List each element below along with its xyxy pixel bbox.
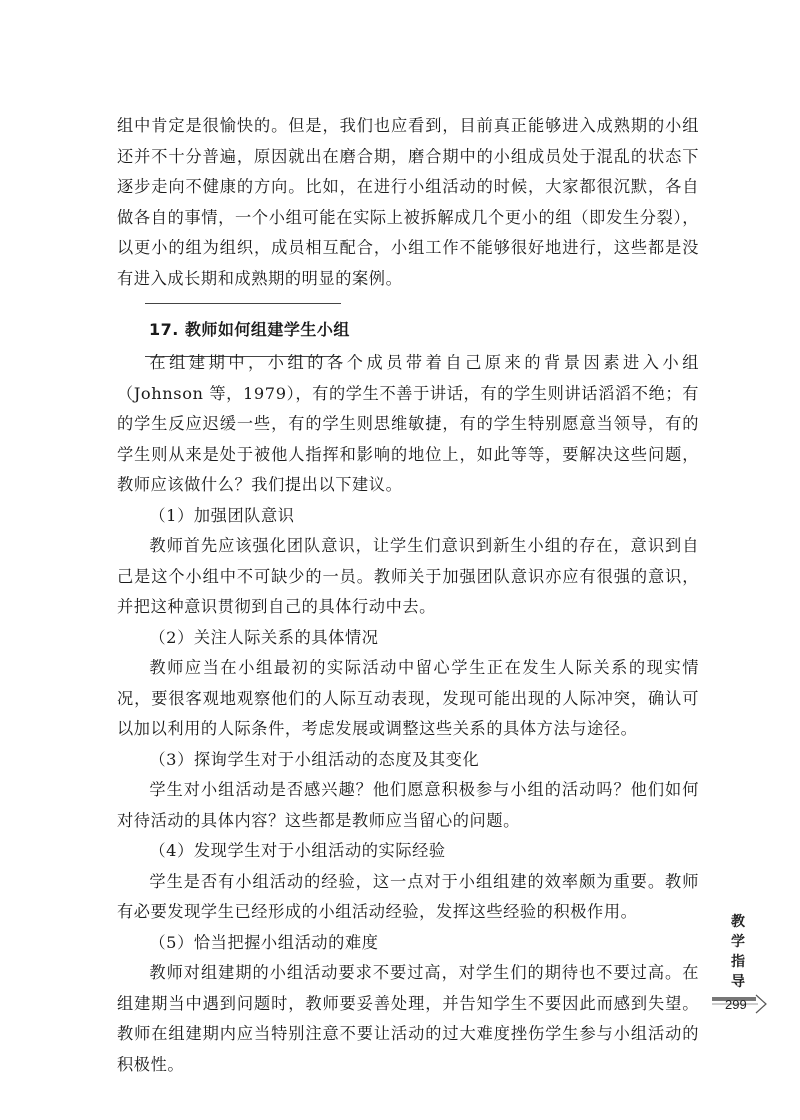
side-section-label [726,912,750,992]
item-1-title: （1）加强团队意识 [149,505,295,525]
side-label-char: 导 [731,974,745,990]
section-title: 17. 教师如何组建学生小组 [149,320,350,339]
item-5-title: （5）恰当把握小组活动的难度 [149,932,379,952]
item-2-body: 教师应当在小组最初的实际活动中留心学生正在发生人际关系的现实情况，要很客观地观察他们的人际互动表现，发现可能出现的人际冲突，确认可以加以利用的人际条件，考虑发展或调整这些关系的具体方法与途径。 [117,658,699,738]
item-4-body: 学生是否有小组活动的经验，这一点对于小组组建的效率颇为重要。教师有必要发现学生已经形成的小组活动经验，发挥这些经验的积极作用。 [117,871,699,921]
item-1-body: 教师首先应该强化团队意识，让学生们意识到新生小组的存在，意识到自己是这个小组中不可缺少的一员。教师关于加强团队意识亦应有很强的意识，并把这种意识贯彻到自己的具体行动中去。 [117,536,699,616]
item-3-body: 学生对小组活动是否感兴趣？他们愿意积极参与小组的活动吗？他们如何对待活动的具体内容？这些都是教师应当留心的问题。 [117,780,699,830]
intro-paragraph-block [117,111,699,294]
side-label-char: 学 [731,934,745,950]
section-lead-paragraph: 在组建期中，小组的各个成员带着自己原来的背景因素进入小组（Johnson 等，1979），有的学生不善于讲话，有的学生则讲话滔滔不绝；有的学生反应迟缓一些，有的学生则思维敏捷，有的学生特别愿意当领导，有的学生则从来是处于被他人指挥和影响的地位上，如此等等，要解决这些问题，教师应该做什么？我们提出以下建议。 [117,353,699,494]
intro-paragraph: 组中肯定是很愉快的。但是，我们也应看到，目前真正能够进入成熟期的小组还并不十分普遍，原因就出在磨合期，磨合期中的小组成员处于混乱的状态下逐步走向不健康的方向。比如，在进行小组活动的时候，大家都很沉默，各自做各自的事情，一个小组可能在实际上被拆解成几个更小的组（即发生分裂），以更小的组为组织，成员相互配合，小组工作不能够很好地进行，这些都是没有进入成长期和成熟期的明显的案例。 [117,116,699,288]
item-2-title: （2）关注人际关系的具体情况 [149,627,379,647]
section-body [117,348,699,1080]
side-label-char: 教 [731,914,745,930]
page-number-marker [712,994,770,1018]
side-label-char: 指 [731,954,745,970]
item-4-title: （4）发现学生对于小组活动的实际经验 [149,841,446,860]
page-number: 299 [725,997,747,1012]
item-3-title: （3）探询学生对于小组活动的态度及其变化 [149,749,480,769]
item-5-body: 教师对组建期的小组活动要求不要过高，对学生们的期待也不要过高。在组建期当中遇到问题时，教师要妥善处理，并告知学生不要因此而感到失望。教师在组建期内应当特别注意不要让活动的过大难度挫伤学生参与小组活动的积极性。 [117,963,699,1074]
